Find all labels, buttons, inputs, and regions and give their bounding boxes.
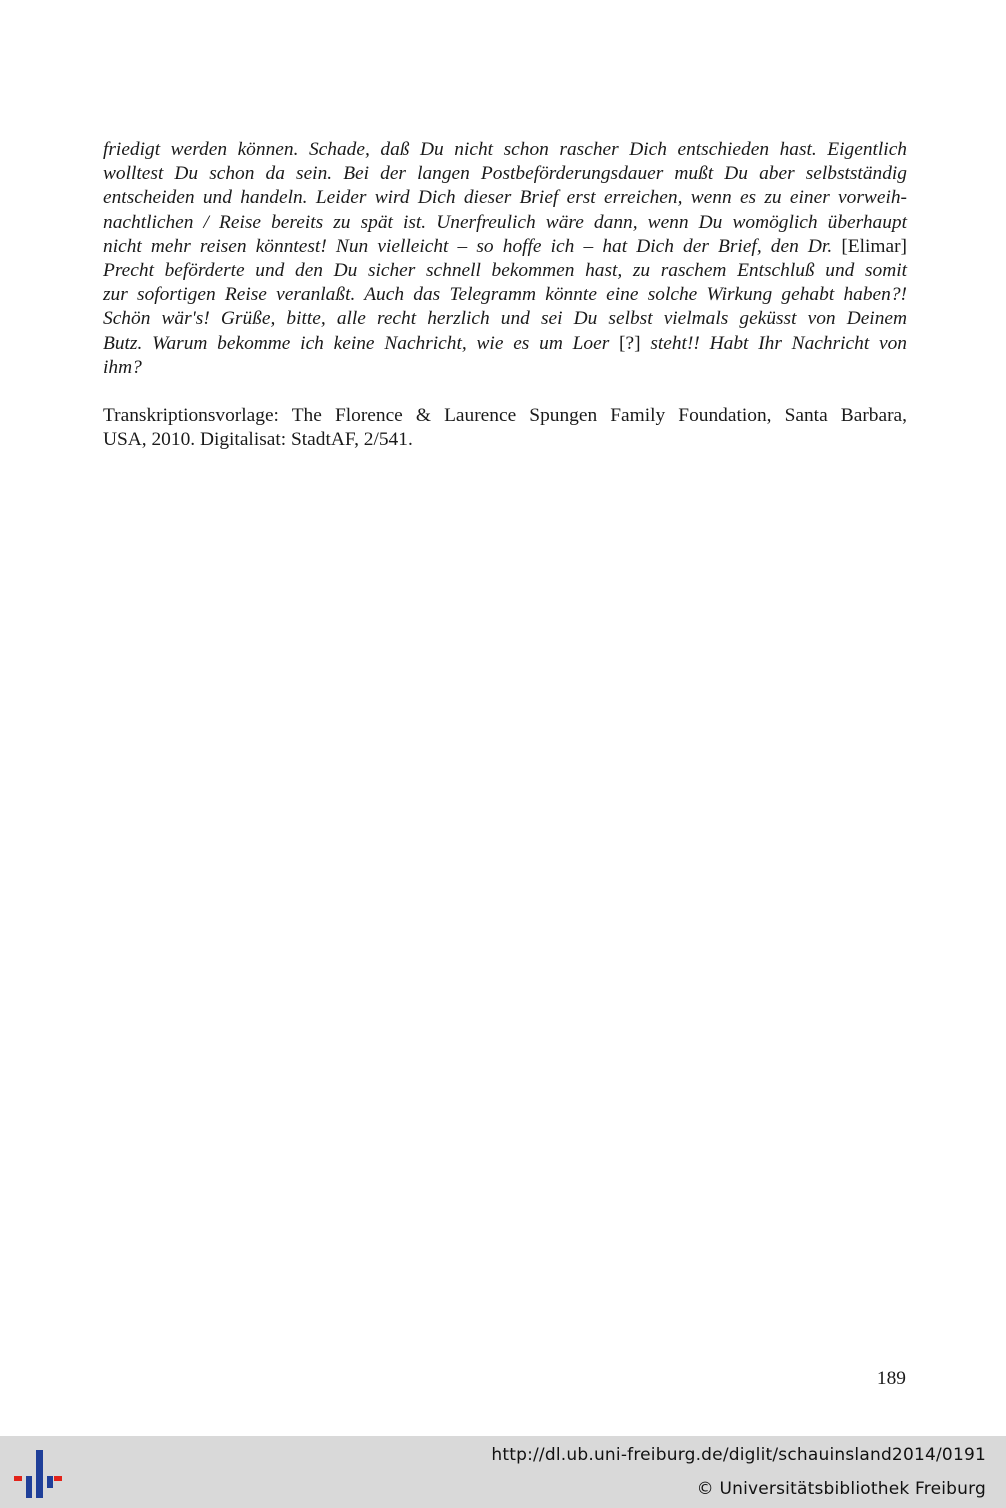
italic-run: zur sofortigen Reise veranlaßt. Auch das Telegramm könnte eine solche Wirkung gehabt haben?! (103, 284, 907, 306)
letter-line (103, 259, 907, 283)
italic-run: nicht mehr reisen könntest! Nun vielleicht – so hoffe ich – hat Dich der Brief, den Dr. (103, 235, 842, 257)
italic-run: Schön wär's! Grüße, bitte, alle recht herzlich und sei Du selbst vielmals geküsst von Deinem (103, 308, 907, 330)
letter-text (103, 138, 907, 380)
copyright-text: © Universitätsbibliothek Freiburg (696, 1479, 986, 1499)
italic-run: Butz. Warum bekomme ich keine Nachricht, wie es um Loer (103, 332, 620, 354)
source-line: Transkriptionsvorlage: The Florence & Laurence Spungen Family Foundation, Santa Barbara, (103, 405, 907, 426)
italic-run: wolltest Du schon da sein. Bei der langen Postbeförderungsdauer mußt Du aber selbstständig (103, 163, 907, 185)
letter-line (103, 332, 907, 356)
source-line: USA, 2010. Digitalisat: StadtAF, 2/541. (103, 429, 413, 451)
footer-bar (0, 1436, 1006, 1508)
italic-run: ihm? (103, 356, 142, 378)
source-url-link[interactable]: http://dl.ub.uni-freiburg.de/diglit/schauinsland2014/0191 (491, 1445, 986, 1465)
editorial-insert: [Elimar] (841, 235, 907, 257)
editorial-insert: [?] (619, 332, 641, 354)
letter-line (103, 186, 907, 210)
letter-line (103, 138, 907, 162)
italic-run: friedigt werden können. Schade, daß Du nicht schon rascher Dich entschieden hast. Eigentlich (103, 139, 907, 160)
letter-line (103, 283, 907, 307)
italic-run: nachtlichen / Reise bereits zu spät ist. Unerfreulich wäre dann, wenn Du womöglich überhaupt (103, 211, 907, 233)
letter-line (103, 211, 907, 235)
italic-run: steht!! Habt Ihr Nachricht von (640, 332, 907, 354)
letter-line (103, 356, 907, 380)
source-note (103, 404, 907, 452)
letter-line (103, 235, 907, 259)
italic-run: entscheiden und handeln. Leider wird Dich dieser Brief erst erreichen, wenn es zu einer vorweih- (103, 187, 907, 209)
letter-line (103, 307, 907, 331)
page-number: 189 (876, 1368, 906, 1389)
letter-line (103, 162, 907, 186)
ub-freiburg-logo-icon (10, 1446, 66, 1500)
italic-run: Precht beförderte und den Du sicher schnell bekommen hast, zu raschem Entschluß und somit (103, 260, 907, 282)
